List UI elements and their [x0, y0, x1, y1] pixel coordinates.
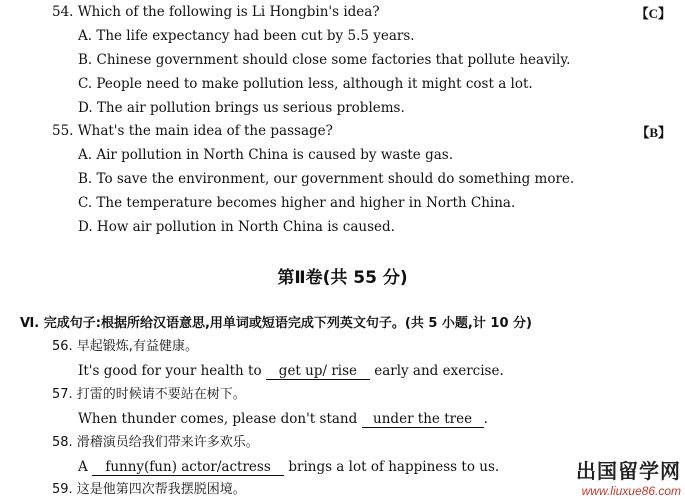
item-58-post: brings a lot of happiness to us. [288, 459, 500, 475]
q55-option-a: A. Air pollution in North China is caused by waste gas. [78, 147, 453, 163]
item-57-chinese: 57. 打雷的时候请不要站在树下。 [52, 387, 246, 402]
item-56-pre: It's good for your health to [78, 363, 262, 379]
answer-54: 【C】 [635, 6, 671, 21]
item-56-post: early and exercise. [374, 363, 504, 379]
q54-option-b: B. Chinese government should close some factories that pollute heavily. [78, 52, 571, 68]
item-57-answer-blank: under the tree [362, 411, 484, 428]
item-57-sentence [78, 410, 488, 428]
q54-option-d: D. The air pollution brings us serious problems. [78, 100, 405, 116]
item-58-chinese: 58. 滑稽演员给我们带来许多欢乐。 [52, 435, 259, 450]
site-watermark [576, 455, 681, 498]
question-54: 54. Which of the following is Li Hongbin's idea? [52, 4, 380, 20]
item-57-post: . [483, 411, 488, 427]
q55-option-c: C. The temperature becomes higher and higher in North China. [78, 195, 516, 211]
item-59-chinese: 59. 这是他第四次帮我摆脱困境。 [52, 482, 246, 497]
part-title: 第Ⅱ卷(共 55 分) [277, 268, 408, 288]
answer-55: 【B】 [636, 125, 671, 140]
item-58-sentence [78, 458, 499, 476]
item-58-answer-blank: funny(fun) actor/actress [92, 459, 284, 476]
item-58-pre: A [78, 459, 88, 475]
q54-option-a: A. The life expectancy had been cut by 5.5 years. [78, 28, 415, 44]
q55-option-b: B. To save the environment, our government should do something more. [78, 171, 575, 187]
watermark-logo-text: 出国留学网 [576, 459, 681, 483]
item-56-sentence [78, 362, 504, 380]
section-heading: Ⅵ. 完成句子:根据所给汉语意思,用单词或短语完成下列英文句子。(共 5 小题,计 10 分) [20, 316, 532, 331]
q54-option-c: C. People need to make pollution less, although it might cost a lot. [78, 76, 533, 92]
item-56-chinese: 56. 早起锻炼,有益健康。 [52, 339, 198, 354]
watermark-url: www.liuxue86.com [581, 484, 681, 498]
item-57-pre: When thunder comes, please don't stand [78, 411, 358, 427]
question-55: 55. What's the main idea of the passage? [52, 123, 333, 139]
q55-option-d: D. How air pollution in North China is caused. [78, 219, 395, 235]
item-56-answer-blank: get up/ rise [266, 363, 370, 380]
